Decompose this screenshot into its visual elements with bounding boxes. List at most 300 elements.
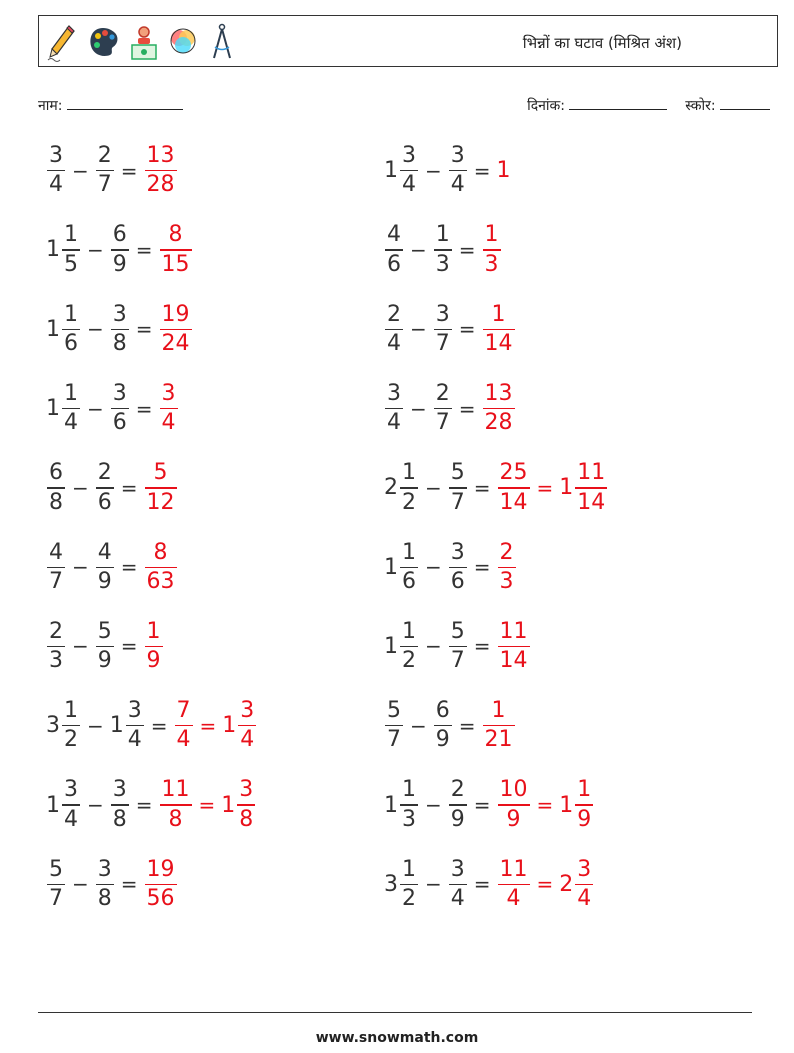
answer: [144, 856, 178, 912]
answer-denominator: 15: [161, 251, 190, 277]
problem-item: [46, 380, 179, 436]
subtrahend-numerator: 6: [112, 222, 127, 248]
answer-numerator: 3: [240, 698, 255, 724]
minuend-fraction: [385, 224, 403, 275]
subtrahend-fraction: [111, 224, 129, 275]
answer-mixed-number: [482, 224, 502, 275]
minuend-denominator: 3: [402, 806, 416, 832]
answer-mixed-number: [144, 462, 178, 513]
minuend-denominator: 4: [387, 330, 401, 356]
minuend-numerator: 3: [402, 143, 416, 168]
minuend-fraction: [62, 301, 80, 356]
minuend-fraction: [400, 462, 418, 513]
answer-fraction-bar: [237, 804, 255, 805]
minuend-fraction-bar: [62, 249, 80, 250]
equals-sign: =: [473, 634, 491, 659]
problem-item: [384, 301, 516, 356]
minus-sign: −: [72, 634, 89, 659]
subtrahend-whole: 1: [109, 713, 124, 739]
answer-denominator: 4: [161, 410, 176, 436]
answer-fraction-bar: [160, 329, 192, 330]
minuend-fraction: [385, 700, 403, 751]
answer-whole: 1: [559, 792, 574, 818]
subtrahend-fraction-bar: [111, 804, 129, 805]
subtrahend-fraction-bar: [96, 884, 114, 885]
subtrahend-numerator: 3: [112, 380, 127, 406]
minuend-fraction: [400, 145, 418, 196]
subtrahend-mixed-number: [433, 380, 453, 436]
answer-mixed-number: [497, 856, 531, 912]
answer-fraction: [575, 462, 607, 513]
answer-denominator: 28: [484, 410, 513, 436]
minuend-denominator: 4: [64, 806, 78, 832]
minuend-mixed-number: [46, 700, 81, 751]
minuend-fraction: [47, 462, 65, 513]
answer-numerator: 13: [484, 380, 513, 406]
answer-numerator: 7: [176, 698, 191, 724]
answer-denominator: 4: [240, 727, 255, 753]
answer: [497, 462, 609, 513]
answer-mixed-number: [482, 301, 516, 356]
problem-item: [384, 462, 608, 513]
answer: [159, 301, 193, 356]
subtrahend-fraction-bar: [111, 249, 129, 250]
name-line[interactable]: [67, 95, 183, 110]
subtrahend-fraction: [434, 301, 452, 356]
answer-fraction-bar: [145, 646, 163, 647]
equals-sign: =: [458, 713, 476, 738]
minuend-mixed-number: [46, 145, 66, 196]
subtrahend-numerator: 5: [450, 618, 465, 644]
subtrahend-mixed-number: [110, 224, 130, 275]
minuend-fraction-bar: [400, 170, 418, 171]
minuend-whole: 1: [384, 792, 398, 818]
minuend-fraction: [62, 224, 80, 275]
answer: [482, 301, 516, 356]
answer-numerator: 3: [239, 777, 254, 803]
minuend-mixed-number: [384, 779, 419, 830]
answer: [144, 539, 178, 594]
answer-fraction-bar: [498, 646, 530, 647]
minuend-fraction-bar: [385, 725, 403, 726]
answer-denominator: 9: [506, 806, 521, 832]
subtrahend-denominator: 9: [450, 806, 465, 832]
minuend-mixed-number: [384, 462, 419, 513]
answer-fraction: [483, 380, 515, 436]
footer-url: www.snowmath.com: [315, 1030, 479, 1046]
header-icons: [47, 20, 237, 64]
subtrahend-fraction: [111, 380, 129, 436]
minus-sign: −: [87, 317, 104, 342]
answer-mixed-number: [144, 618, 164, 674]
answer: [497, 158, 512, 183]
subtrahend-mixed-number: [95, 618, 115, 674]
answer: [497, 779, 595, 830]
problem-item: [384, 539, 517, 594]
answer-mixed-number: [222, 700, 257, 751]
answer-mixed-number: [482, 380, 516, 436]
minuend-fraction-bar: [385, 249, 403, 250]
answer-denominator: 63: [146, 568, 175, 594]
minuend-denominator: 3: [49, 648, 63, 674]
subtrahend-fraction: [434, 224, 452, 275]
minuend-fraction-bar: [47, 884, 65, 885]
subtrahend-denominator: 8: [97, 886, 112, 912]
problem-item: [384, 779, 594, 830]
date-label: दिनांक:: [527, 98, 565, 114]
problem-item: [46, 618, 164, 674]
answer-fraction-bar: [483, 725, 515, 726]
answer-mixed-number: [559, 779, 594, 830]
minuend-fraction: [385, 380, 403, 436]
minuend-mixed-number: [384, 700, 404, 751]
subtrahend-fraction: [434, 380, 452, 436]
minuend-mixed-number: [384, 380, 404, 436]
answer-denominator: 3: [499, 568, 514, 594]
name-label: नाम:: [38, 98, 63, 114]
subtrahend-fraction: [111, 779, 129, 830]
answer-mixed-number: [497, 462, 531, 513]
answer-denominator: 4: [176, 727, 191, 753]
minus-sign: −: [410, 713, 427, 738]
minuend-fraction: [400, 779, 418, 830]
answer: [482, 700, 516, 751]
minuend-whole: 1: [46, 396, 60, 422]
minuend-denominator: 4: [49, 172, 63, 198]
answer-fraction: [145, 462, 177, 513]
answer-fraction-bar: [498, 884, 530, 885]
answer-denominator: 14: [577, 489, 606, 515]
answer-numerator: 1: [491, 698, 506, 724]
minuend-numerator: 1: [64, 301, 78, 327]
subtrahend-mixed-number: [110, 380, 130, 436]
answer-numerator: 3: [577, 856, 592, 882]
answer-fraction-bar: [498, 804, 530, 805]
minuend-numerator: 2: [49, 618, 63, 644]
answer-fraction-bar: [145, 884, 177, 885]
answer-mixed-number: [144, 145, 178, 196]
answer-fraction-bar: [145, 567, 177, 568]
answer-whole: 1: [496, 158, 511, 184]
answer: [482, 380, 516, 436]
minuend-denominator: 7: [387, 727, 401, 753]
subtrahend-mixed-number: [448, 779, 468, 830]
minuend-mixed-number: [384, 145, 419, 196]
minuend-fraction-bar: [385, 408, 403, 409]
answer-fraction-bar: [498, 567, 516, 568]
subtrahend-mixed-number: [448, 856, 468, 912]
answer-fraction-bar: [145, 170, 177, 171]
minuend-fraction-bar: [47, 170, 65, 171]
minuend-mixed-number: [46, 301, 81, 356]
answer-fraction: [498, 779, 530, 830]
minuend-whole: 2: [384, 475, 398, 501]
minuend-mixed-number: [384, 618, 419, 674]
subtrahend-fraction: [434, 700, 452, 751]
answer-fraction: [175, 700, 193, 751]
answer-denominator: 14: [499, 648, 528, 674]
minuend-numerator: 4: [387, 222, 401, 248]
minuend-fraction: [62, 380, 80, 436]
subtrahend-fraction: [449, 856, 467, 912]
minuend-mixed-number: [46, 462, 66, 513]
minuend-numerator: 1: [64, 380, 78, 406]
subtrahend-fraction: [126, 700, 144, 751]
minuend-numerator: 1: [64, 222, 78, 248]
equals-sign: =: [120, 555, 138, 580]
answer-denominator: 4: [577, 886, 592, 912]
subtrahend-mixed-number: [433, 301, 453, 356]
answer-mixed-number: [144, 539, 178, 594]
answer-fraction: [483, 301, 515, 356]
answer: [159, 224, 193, 275]
minus-sign: −: [425, 634, 442, 659]
minuend-fraction: [385, 301, 403, 356]
minuend-fraction-bar: [62, 725, 80, 726]
minuend-fraction: [47, 145, 65, 196]
answer-fraction-bar: [160, 804, 192, 805]
minuend-fraction-bar: [385, 329, 403, 330]
equals-sign: =: [135, 237, 153, 262]
answer-fraction: [483, 700, 515, 751]
subtrahend-numerator: 5: [450, 460, 465, 486]
subtrahend-mixed-number: [95, 539, 115, 594]
answer-fraction: [145, 539, 177, 594]
answer-fraction-bar: [483, 408, 515, 409]
subtrahend-fraction: [449, 618, 467, 674]
subtrahend-denominator: 7: [450, 648, 465, 674]
subtrahend-fraction-bar: [449, 487, 467, 488]
answer-numerator: 11: [499, 618, 528, 644]
answer-numerator: 11: [577, 460, 606, 486]
answer-numerator: 25: [499, 460, 528, 486]
subtrahend-numerator: 2: [97, 143, 112, 168]
subtrahend-mixed-number: [433, 224, 453, 275]
answer-fraction-bar: [145, 487, 177, 488]
minuend-denominator: 6: [402, 568, 416, 594]
answer-mixed-number: [482, 700, 516, 751]
minuend-fraction-bar: [47, 567, 65, 568]
subtrahend-numerator: 5: [97, 618, 112, 644]
minuend-denominator: 8: [49, 489, 63, 515]
date-line[interactable]: [569, 95, 667, 110]
answer-fraction-bar: [575, 804, 593, 805]
answer-fraction: [238, 700, 256, 751]
problem-item: [384, 145, 512, 196]
minuend-denominator: 7: [49, 886, 63, 912]
equals-sign: =: [150, 713, 168, 738]
minus-sign: −: [72, 555, 89, 580]
answer-mixed-number: [559, 856, 594, 912]
subtrahend-denominator: 8: [112, 806, 127, 832]
minuend-numerator: 2: [387, 301, 401, 327]
answer: [497, 856, 595, 912]
answer: [174, 700, 258, 751]
problem-item: [46, 145, 178, 196]
minuend-denominator: 4: [402, 172, 416, 198]
minuend-whole: 1: [384, 633, 398, 659]
problem-item: [46, 779, 256, 830]
subtrahend-fraction: [96, 145, 114, 196]
answer-numerator: 1: [577, 777, 592, 803]
subtrahend-denominator: 9: [97, 568, 112, 594]
answer-numerator: 13: [146, 143, 175, 168]
minuend-numerator: 3: [64, 777, 78, 803]
answer-denominator: 14: [499, 489, 528, 515]
minuend-fraction-bar: [62, 408, 80, 409]
answer-denominator: 9: [577, 806, 592, 832]
answer-mixed-number: [174, 700, 194, 751]
answer-numerator: 2: [499, 539, 514, 565]
page-title: भिन्नों का घटाव (मिश्रित अंश): [522, 34, 682, 52]
problem-item: [46, 462, 178, 513]
answer: [144, 618, 164, 674]
minuend-fraction-bar: [400, 487, 418, 488]
answer-fraction: [575, 779, 593, 830]
score-label: स्कोर:: [685, 98, 716, 114]
subtrahend-fraction-bar: [449, 170, 467, 171]
minuend-numerator: 1: [402, 777, 416, 803]
subtrahend-denominator: 9: [97, 648, 112, 674]
subtrahend-denominator: 4: [127, 727, 142, 753]
problem-item: [46, 700, 257, 751]
subtrahend-numerator: 3: [435, 301, 450, 327]
equals-sign: =: [120, 475, 138, 500]
subtrahend-mixed-number: [448, 462, 468, 513]
subtrahend-fraction: [96, 856, 114, 912]
answer-fraction: [160, 779, 192, 830]
answer-fraction: [145, 618, 163, 674]
minuend-numerator: 1: [402, 856, 416, 882]
minuend-fraction: [400, 856, 418, 912]
subtrahend-fraction-bar: [434, 408, 452, 409]
equals-sign: =: [473, 158, 491, 183]
minuend-mixed-number: [384, 539, 419, 594]
minuend-fraction: [400, 618, 418, 674]
answer-mixed-number: [159, 779, 193, 830]
answer: [497, 618, 531, 674]
minuend-fraction: [62, 700, 80, 751]
problem-item: [384, 380, 516, 436]
equals-sign: =: [135, 793, 153, 818]
minuend-whole: 1: [46, 237, 60, 263]
problem-item: [384, 700, 516, 751]
answer-denominator: 24: [161, 330, 190, 356]
subtrahend-denominator: 8: [112, 330, 127, 356]
subtrahend-fraction-bar: [434, 725, 452, 726]
subtrahend-fraction-bar: [96, 170, 114, 171]
minuend-mixed-number: [384, 856, 419, 912]
answer-fraction: [498, 618, 530, 674]
minus-sign: −: [410, 317, 427, 342]
minus-sign: −: [87, 713, 104, 738]
minuend-denominator: 5: [64, 251, 78, 277]
answer-fraction: [145, 145, 177, 196]
answer-fraction: [498, 856, 530, 912]
equals-sign: =: [120, 634, 138, 659]
answer-fraction-bar: [160, 408, 178, 409]
answer-denominator: 4: [506, 886, 521, 912]
minuend-mixed-number: [46, 539, 66, 594]
equals-sign: =: [536, 872, 554, 897]
answer-denominator: 14: [484, 330, 513, 356]
answer-denominator: 28: [146, 172, 175, 198]
subtrahend-denominator: 6: [112, 410, 127, 436]
minuend-mixed-number: [46, 618, 66, 674]
subtrahend-numerator: 3: [112, 301, 127, 327]
subtrahend-fraction: [96, 462, 114, 513]
answer: [497, 539, 517, 594]
minuend-denominator: 6: [64, 330, 78, 356]
answer-mixed-number: [159, 301, 193, 356]
answer-whole: 1: [221, 792, 236, 818]
subtrahend-denominator: 9: [112, 251, 127, 277]
minus-sign: −: [425, 872, 442, 897]
answer-fraction: [160, 224, 192, 275]
score-line[interactable]: [720, 95, 770, 110]
answer-fraction-bar: [175, 725, 193, 726]
answer-denominator: 12: [146, 489, 175, 515]
equals-sign: =: [458, 237, 476, 262]
answer-numerator: 19: [146, 856, 175, 882]
minuend-mixed-number: [46, 380, 81, 436]
subtrahend-numerator: 3: [450, 856, 465, 882]
subtrahend-denominator: 7: [435, 330, 450, 356]
minus-sign: −: [425, 555, 442, 580]
equals-sign: =: [199, 713, 217, 738]
answer-fraction-bar: [483, 329, 515, 330]
subtrahend-fraction-bar: [111, 408, 129, 409]
minuend-numerator: 4: [49, 539, 63, 565]
minuend-fraction: [47, 618, 65, 674]
equals-sign: =: [473, 475, 491, 500]
subtrahend-numerator: 2: [97, 460, 112, 486]
answer: [159, 779, 257, 830]
answer-fraction: [160, 380, 178, 436]
minuend-denominator: 2: [402, 489, 416, 515]
subtrahend-fraction-bar: [96, 646, 114, 647]
answer-numerator: 1: [484, 222, 499, 248]
minus-sign: −: [410, 237, 427, 262]
minuend-numerator: 1: [402, 539, 416, 565]
answer-mixed-number: [221, 779, 256, 830]
answer-denominator: 9: [146, 648, 161, 674]
subtrahend-mixed-number: [95, 145, 115, 196]
answer-numerator: 8: [153, 539, 168, 565]
answer-denominator: 21: [484, 727, 513, 753]
answer-numerator: 19: [161, 301, 190, 327]
subtrahend-fraction-bar: [126, 725, 144, 726]
subtrahend-mixed-number: [95, 462, 115, 513]
answer-fraction-bar: [575, 884, 593, 885]
subtrahend-numerator: 3: [450, 143, 465, 168]
subtrahend-mixed-number: [110, 301, 130, 356]
minus-sign: −: [87, 237, 104, 262]
subtrahend-fraction-bar: [434, 249, 452, 250]
equals-sign: =: [120, 872, 138, 897]
minuend-fraction-bar: [47, 487, 65, 488]
subtrahend-denominator: 3: [435, 251, 450, 277]
equals-sign: =: [473, 793, 491, 818]
pencil-icon: [47, 22, 77, 62]
subtrahend-numerator: 3: [97, 856, 112, 882]
minuend-numerator: 1: [402, 618, 416, 644]
answer: [144, 462, 178, 513]
subtrahend-numerator: 6: [435, 698, 450, 724]
minuend-fraction: [400, 539, 418, 594]
subtrahend-mixed-number: [448, 539, 468, 594]
subtrahend-fraction-bar: [96, 487, 114, 488]
